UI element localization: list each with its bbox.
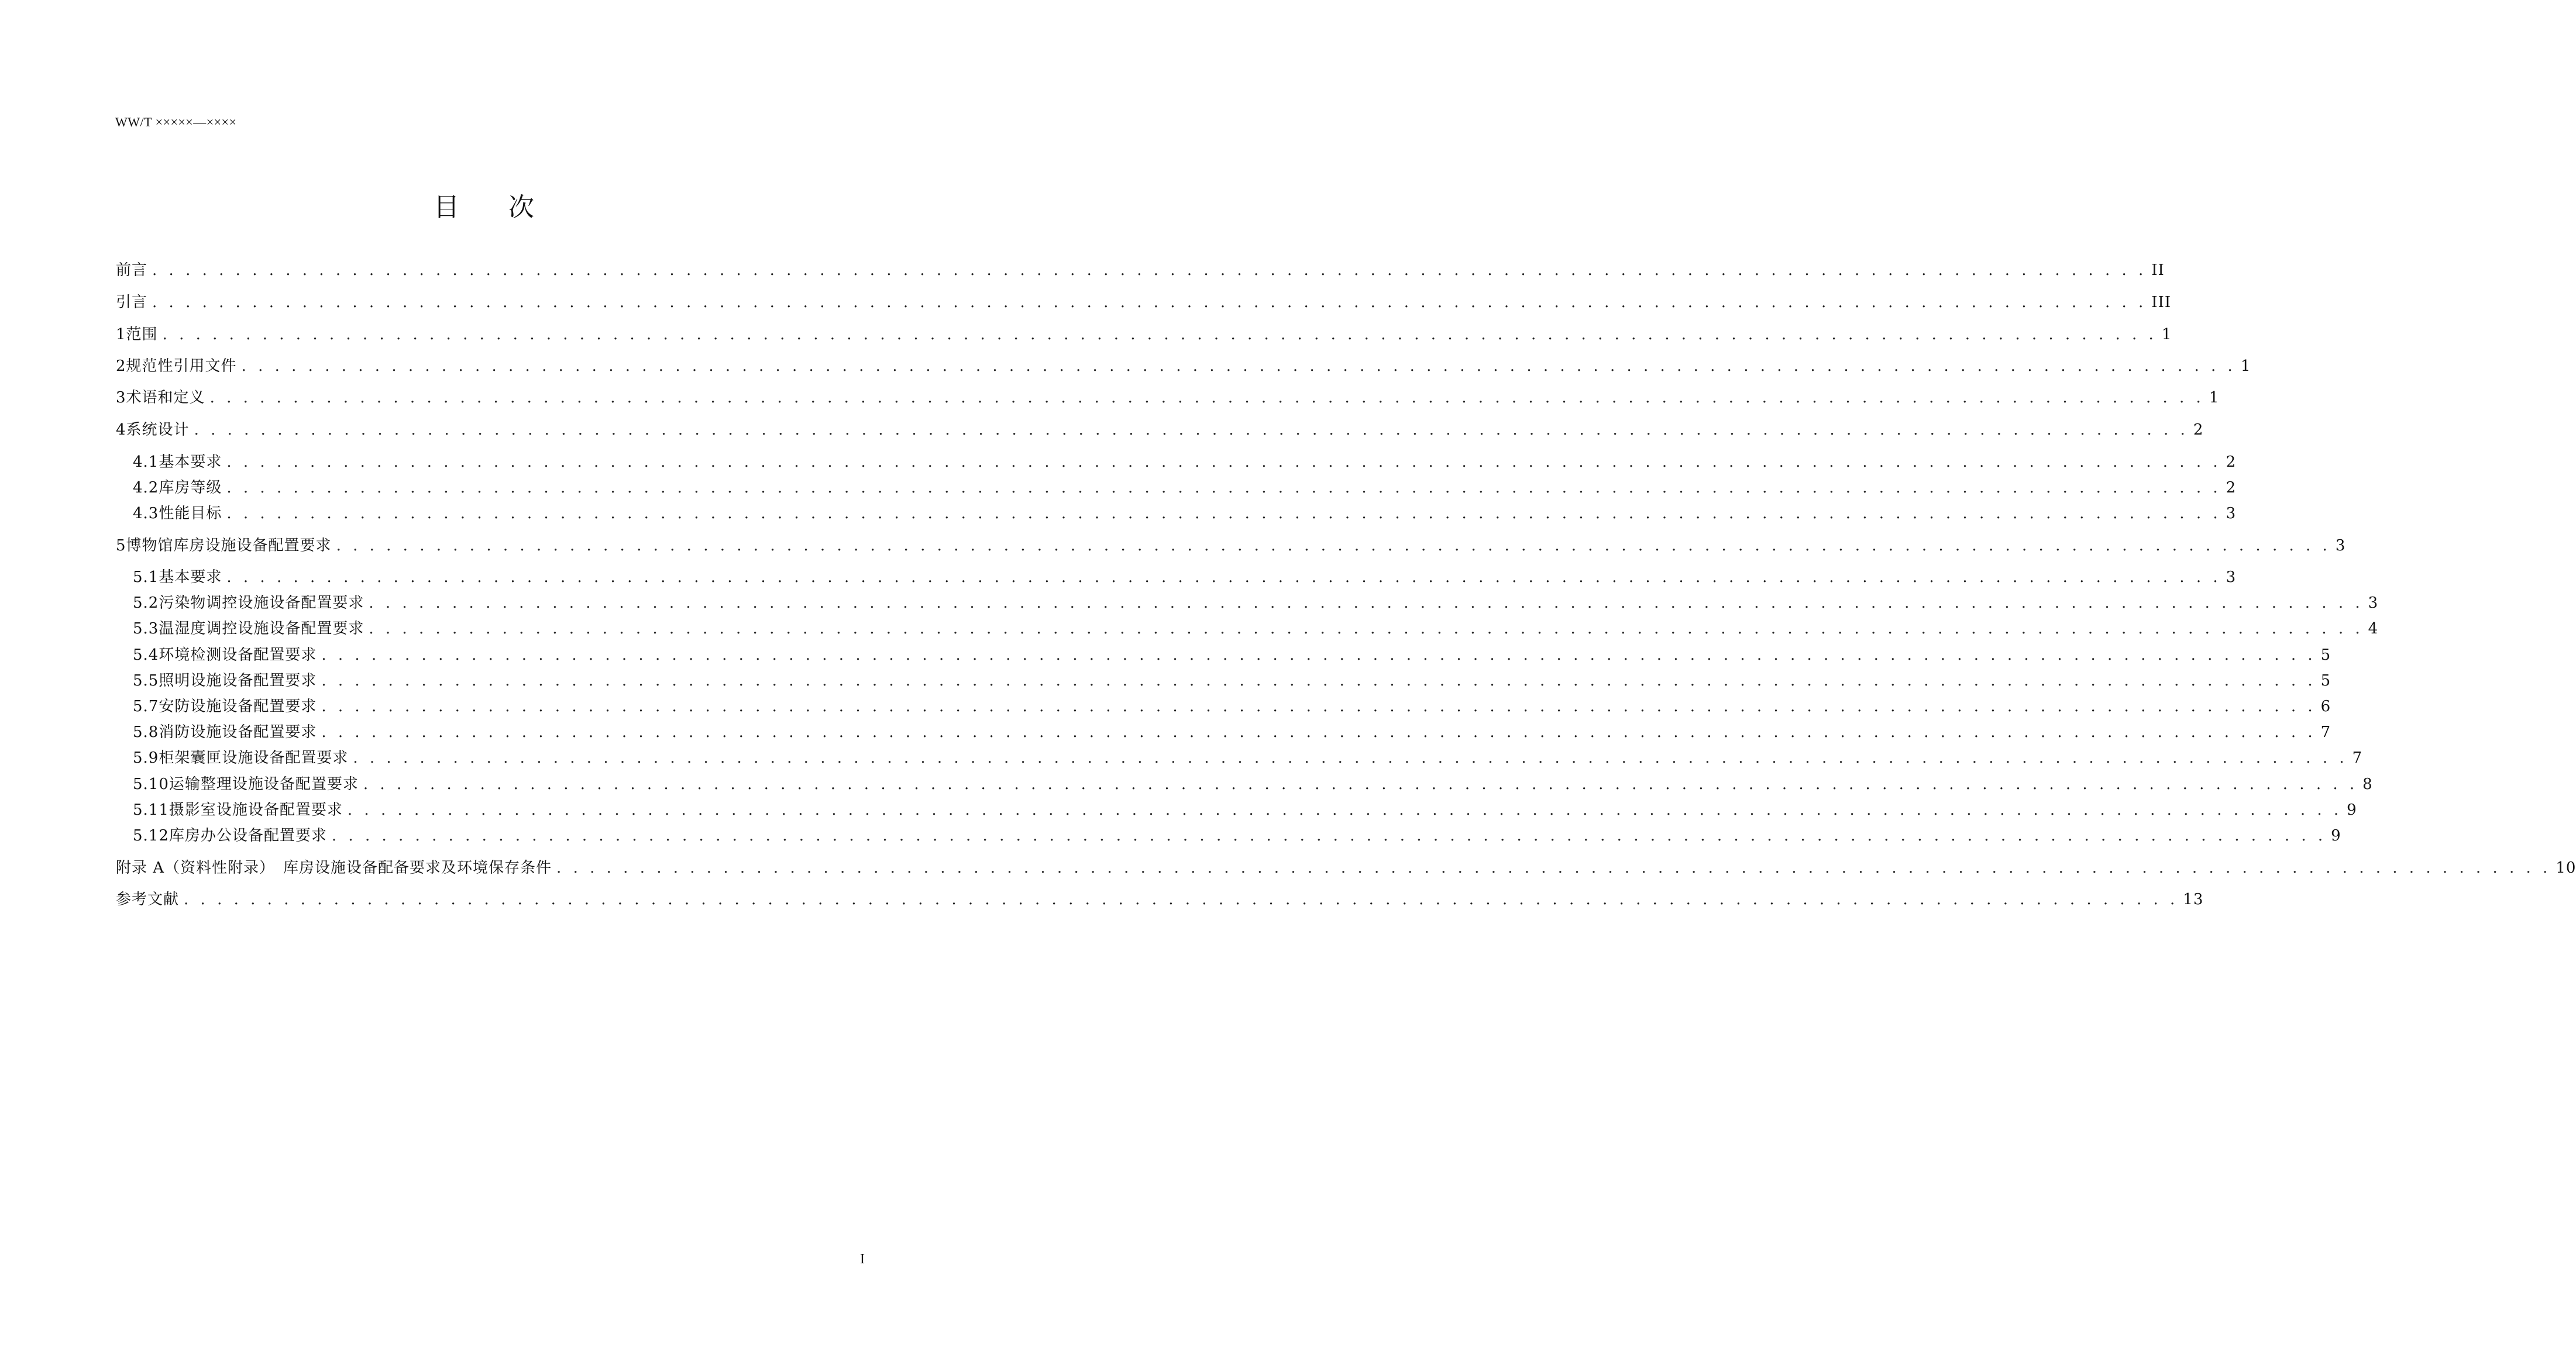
toc-entry[interactable] <box>133 773 2373 796</box>
toc-entry-label: 范围 <box>126 326 158 343</box>
toc-leader-dots: . . . . . . . . . . . . . . . . . . . . . . . . . . . . . . . . . . . . . . . . . . . . . . . . . . . . . . . . . . . . . . . . . . . . . . . . . . . . . . . . . . . . . . . . . . . . . . . . . . . . . . . . . . . . . . . . . . . . . . . . <box>331 827 2327 845</box>
toc-entry[interactable] <box>116 418 2204 442</box>
toc-entry-label: 摄影室设施设备配置要求 <box>168 801 343 819</box>
toc-entry-label: 性能目标 <box>159 505 222 522</box>
toc-entry-page: 2 <box>2226 453 2237 471</box>
toc-entry-page: 5 <box>2320 672 2331 690</box>
toc-leader-dots: . . . . . . . . . . . . . . . . . . . . . . . . . . . . . . . . . . . . . . . . . . . . . . . . . . . . . . . . . . . . . . . . . . . . . . . . . . . . . . . . . . . . . . . . . . . . . . . . . . . . . . . . . . . . . . . . . . . . . . . . <box>363 776 2358 793</box>
toc-entry[interactable] <box>116 888 2204 911</box>
toc-entry-page: 9 <box>2347 801 2357 819</box>
toc-entry-label: 前言 <box>116 261 148 279</box>
toc-entry-label: 环境检测设备配置要求 <box>159 646 317 664</box>
toc-leader-dots: . . . . . . . . . . . . . . . . . . . . . . . . . . . . . . . . . . . . . . . . . . . . . . . . . . . . . . . . . . . . . . . . . . . . . . . . . . . . . . . . . . . . . . . . . . . . . . . . . . . . . . . . . . . . . . . . . . . . . . . . <box>226 453 2221 471</box>
toc-entry-label: 系统设计 <box>126 421 190 439</box>
toc-entry-page: II <box>2151 261 2165 279</box>
toc-entry[interactable] <box>116 259 2165 282</box>
toc-leader-dots: . . . . . . . . . . . . . . . . . . . . . . . . . . . . . . . . . . . . . . . . . . . . . . . . . . . . . . . . . . . . . . . . . . . . . . . . . . . . . . . . . . . . . . . . . . . . . . . . . . . . . . . . . . . . . . . . . . . . . . . . <box>347 801 2343 819</box>
toc-entry-page: 2 <box>2193 421 2204 439</box>
toc-entry-number: 5.12 <box>133 827 169 845</box>
toc-leader-dots: . . . . . . . . . . . . . . . . . . . . . . . . . . . . . . . . . . . . . . . . . . . . . . . . . . . . . . . . . . . . . . . . . . . . . . . . . . . . . . . . . . . . . . . . . . . . . . . . . . . . . . . . . . . . . . . . . . . . . . . . <box>336 537 2331 554</box>
toc-entry-page: 7 <box>2320 723 2331 741</box>
toc-leader-dots: . . . . . . . . . . . . . . . . . . . . . . . . . . . . . . . . . . . . . . . . . . . . . . . . . . . . . . . . . . . . . . . . . . . . . . . . . . . . . . . . . . . . . . . . . . . . . . . . . . . . . . . . . . . . . . . . . . . . . . . . <box>556 859 2551 877</box>
toc-leader-dots: . . . . . . . . . . . . . . . . . . . . . . . . . . . . . . . . . . . . . . . . . . . . . . . . . . . . . . . . . . . . . . . . . . . . . . . . . . . . . . . . . . . . . . . . . . . . . . . . . . . . . . . . . . . . . . . . . . . . . . . . <box>241 357 2236 375</box>
toc-entry[interactable] <box>133 824 2341 847</box>
page-number: I <box>860 1252 865 1267</box>
toc-entry-number: 4.1 <box>133 453 159 471</box>
toc-entry[interactable] <box>116 291 2172 314</box>
toc-leader-dots: . . . . . . . . . . . . . . . . . . . . . . . . . . . . . . . . . . . . . . . . . . . . . . . . . . . . . . . . . . . . . . . . . . . . . . . . . . . . . . . . . . . . . . . . . . . . . . . . . . . . . . . . . . . . . . . . . . . . . . . . <box>369 620 2364 638</box>
toc-entry-label: 术语和定义 <box>126 389 205 406</box>
toc-entry-number: 5.7 <box>133 698 159 715</box>
toc-entry-page: III <box>2151 294 2172 311</box>
toc-entry-label: 规范性引用文件 <box>126 357 237 375</box>
toc-leader-dots: . . . . . . . . . . . . . . . . . . . . . . . . . . . . . . . . . . . . . . . . . . . . . . . . . . . . . . . . . . . . . . . . . . . . . . . . . . . . . . . . . . . . . . . . . . . . . . . . . . . . . . . . . . . . . . . . . . . . . . . . <box>321 646 2316 664</box>
toc-entry-number: 3 <box>116 389 126 406</box>
toc-entry-number: 4.3 <box>133 505 159 522</box>
toc-leader-dots: . . . . . . . . . . . . . . . . . . . . . . . . . . . . . . . . . . . . . . . . . . . . . . . . . . . . . . . . . . . . . . . . . . . . . . . . . . . . . . . . . . . . . . . . . . . . . . . . . . . . . . . . . . . . . . . . . . . . . . . . <box>226 479 2221 497</box>
toc-entry-label: 温湿度调控设施设备配置要求 <box>159 620 364 638</box>
toc-leader-dots: . . . . . . . . . . . . . . . . . . . . . . . . . . . . . . . . . . . . . . . . . . . . . . . . . . . . . . . . . . . . . . . . . . . . . . . . . . . . . . . . . . . . . . . . . . . . . . . . . . . . . . . . . . . . . . . . . . . . . . . . <box>226 505 2221 522</box>
document-code: WW/T ×××××—×××× <box>115 115 237 129</box>
toc-entry-page: 6 <box>2320 698 2331 715</box>
toc-entry[interactable] <box>116 354 2251 378</box>
toc-entry-number: 1 <box>116 326 126 343</box>
title-char-2: 次 <box>508 192 534 222</box>
toc-entry-label: 库房办公设备配置要求 <box>168 827 327 845</box>
toc-entry-label: 博物馆库房设施设备配置要求 <box>126 537 332 554</box>
toc-entry-page: 8 <box>2362 776 2373 793</box>
toc-entry-page: 1 <box>2161 326 2172 343</box>
toc-entry-number: 5.8 <box>133 723 159 741</box>
toc-entry-label: 库房等级 <box>159 479 222 497</box>
toc-entry-number: 5.9 <box>133 749 159 767</box>
toc-leader-dots: . . . . . . . . . . . . . . . . . . . . . . . . . . . . . . . . . . . . . . . . . . . . . . . . . . . . . . . . . . . . . . . . . . . . . . . . . . . . . . . . . . . . . . . . . . . . . . . . . . . . . . . . . . . . . . . . . . . . . . . . <box>162 326 2157 343</box>
toc-leader-dots: . . . . . . . . . . . . . . . . . . . . . . . . . . . . . . . . . . . . . . . . . . . . . . . . . . . . . . . . . . . . . . . . . . . . . . . . . . . . . . . . . . . . . . . . . . . . . . . . . . . . . . . . . . . . . . . . . . . . . . . . <box>184 891 2179 908</box>
toc-leader-dots: . . . . . . . . . . . . . . . . . . . . . . . . . . . . . . . . . . . . . . . . . . . . . . . . . . . . . . . . . . . . . . . . . . . . . . . . . . . . . . . . . . . . . . . . . . . . . . . . . . . . . . . . . . . . . . . . . . . . . . . . <box>194 421 2189 439</box>
toc-entry[interactable] <box>116 386 2220 409</box>
toc-leader-dots: . . . . . . . . . . . . . . . . . . . . . . . . . . . . . . . . . . . . . . . . . . . . . . . . . . . . . . . . . . . . . . . . . . . . . . . . . . . . . . . . . . . . . . . . . . . . . . . . . . . . . . . . . . . . . . . . . . . . . . . . <box>369 594 2364 612</box>
toc-entry[interactable] <box>133 721 2331 744</box>
toc-entry-page: 4 <box>2368 620 2379 638</box>
toc-entry-page: 13 <box>2183 891 2204 908</box>
toc-entry-number: 5.5 <box>133 672 159 690</box>
toc-entry-page: 3 <box>2368 594 2379 612</box>
toc-leader-dots: . . . . . . . . . . . . . . . . . . . . . . . . . . . . . . . . . . . . . . . . . . . . . . . . . . . . . . . . . . . . . . . . . . . . . . . . . . . . . . . . . . . . . . . . . . . . . . . . . . . . . . . . . . . . . . . . . . . . . . . . <box>152 261 2147 279</box>
toc-entry-page: 9 <box>2331 827 2341 845</box>
toc-entry-number: 5.1 <box>133 568 159 586</box>
toc-entry[interactable] <box>133 617 2379 640</box>
toc-entry-label: 消防设施设备配置要求 <box>159 723 317 741</box>
toc-leader-dots: . . . . . . . . . . . . . . . . . . . . . . . . . . . . . . . . . . . . . . . . . . . . . . . . . . . . . . . . . . . . . . . . . . . . . . . . . . . . . . . . . . . . . . . . . . . . . . . . . . . . . . . . . . . . . . . . . . . . . . . . <box>353 749 2348 767</box>
toc-entry-number: 5 <box>116 537 126 554</box>
toc-entry-label: 污染物调控设施设备配置要求 <box>159 594 364 612</box>
toc-entry-number: 5.4 <box>133 646 159 664</box>
toc-entry-page: 2 <box>2226 479 2237 497</box>
toc-entry-page: 3 <box>2226 568 2237 586</box>
toc-entry[interactable] <box>133 450 2237 474</box>
toc-leader-dots: . . . . . . . . . . . . . . . . . . . . . . . . . . . . . . . . . . . . . . . . . . . . . . . . . . . . . . . . . . . . . . . . . . . . . . . . . . . . . . . . . . . . . . . . . . . . . . . . . . . . . . . . . . . . . . . . . . . . . . . . <box>152 294 2147 311</box>
toc-entry[interactable] <box>133 566 2237 589</box>
toc-entry-label: 照明设施设备配置要求 <box>159 672 317 690</box>
toc-entry-label: 安防设施设备配置要求 <box>159 698 317 715</box>
toc-entry[interactable] <box>116 323 2172 346</box>
toc-entry-label: 基本要求 <box>159 568 222 586</box>
toc-entry-number: 5.2 <box>133 594 159 612</box>
toc-entry[interactable] <box>133 746 2363 770</box>
toc-entry-label: 引言 <box>116 294 148 311</box>
toc-entry[interactable] <box>116 534 2346 557</box>
toc-entry-page: 1 <box>2240 357 2251 375</box>
toc-leader-dots: . . . . . . . . . . . . . . . . . . . . . . . . . . . . . . . . . . . . . . . . . . . . . . . . . . . . . . . . . . . . . . . . . . . . . . . . . . . . . . . . . . . . . . . . . . . . . . . . . . . . . . . . . . . . . . . . . . . . . . . . <box>321 672 2316 690</box>
toc-entry-number: 2 <box>116 357 126 375</box>
toc-entry-label: 附录 A（资料性附录） 库房设施设备配备要求及环境保存条件 <box>116 859 552 877</box>
toc-leader-dots: . . . . . . . . . . . . . . . . . . . . . . . . . . . . . . . . . . . . . . . . . . . . . . . . . . . . . . . . . . . . . . . . . . . . . . . . . . . . . . . . . . . . . . . . . . . . . . . . . . . . . . . . . . . . . . . . . . . . . . . . <box>226 568 2221 586</box>
toc-entry-number: 4 <box>116 421 126 439</box>
toc-entry-page: 1 <box>2209 389 2220 406</box>
toc-entry[interactable] <box>133 798 2357 822</box>
toc-entry-page: 7 <box>2352 749 2363 767</box>
toc-entry[interactable] <box>133 591 2379 615</box>
title-char-1: 目 <box>434 192 459 222</box>
page-title <box>0 186 968 223</box>
toc-entry-number: 5.3 <box>133 620 159 638</box>
toc-entry[interactable] <box>133 476 2237 499</box>
toc-leader-dots: . . . . . . . . . . . . . . . . . . . . . . . . . . . . . . . . . . . . . . . . . . . . . . . . . . . . . . . . . . . . . . . . . . . . . . . . . . . . . . . . . . . . . . . . . . . . . . . . . . . . . . . . . . . . . . . . . . . . . . . . <box>209 389 2204 406</box>
toc-entry[interactable] <box>116 856 2576 880</box>
toc-entry-page: 3 <box>2335 537 2346 554</box>
toc-entry[interactable] <box>133 643 2331 667</box>
toc-entry[interactable] <box>133 669 2331 692</box>
toc-entry-page: 10 <box>2556 859 2576 877</box>
toc-entry-label: 参考文献 <box>116 891 180 908</box>
toc-entry-label: 柜架囊匣设施设备配置要求 <box>159 749 349 767</box>
toc-entry[interactable] <box>133 695 2331 718</box>
toc-entry[interactable] <box>133 502 2237 525</box>
toc-entry-label: 基本要求 <box>159 453 222 471</box>
toc-leader-dots: . . . . . . . . . . . . . . . . . . . . . . . . . . . . . . . . . . . . . . . . . . . . . . . . . . . . . . . . . . . . . . . . . . . . . . . . . . . . . . . . . . . . . . . . . . . . . . . . . . . . . . . . . . . . . . . . . . . . . . . . <box>321 723 2316 741</box>
toc-leader-dots: . . . . . . . . . . . . . . . . . . . . . . . . . . . . . . . . . . . . . . . . . . . . . . . . . . . . . . . . . . . . . . . . . . . . . . . . . . . . . . . . . . . . . . . . . . . . . . . . . . . . . . . . . . . . . . . . . . . . . . . . <box>321 698 2316 715</box>
toc-entry-label: 运输整理设施设备配置要求 <box>168 776 359 793</box>
toc-entry-number: 4.2 <box>133 479 159 497</box>
toc-entry-page: 3 <box>2226 505 2237 522</box>
toc-entry-number: 5.11 <box>133 801 169 819</box>
toc-entry-page: 5 <box>2320 646 2331 664</box>
toc-entry-number: 5.10 <box>133 776 169 793</box>
